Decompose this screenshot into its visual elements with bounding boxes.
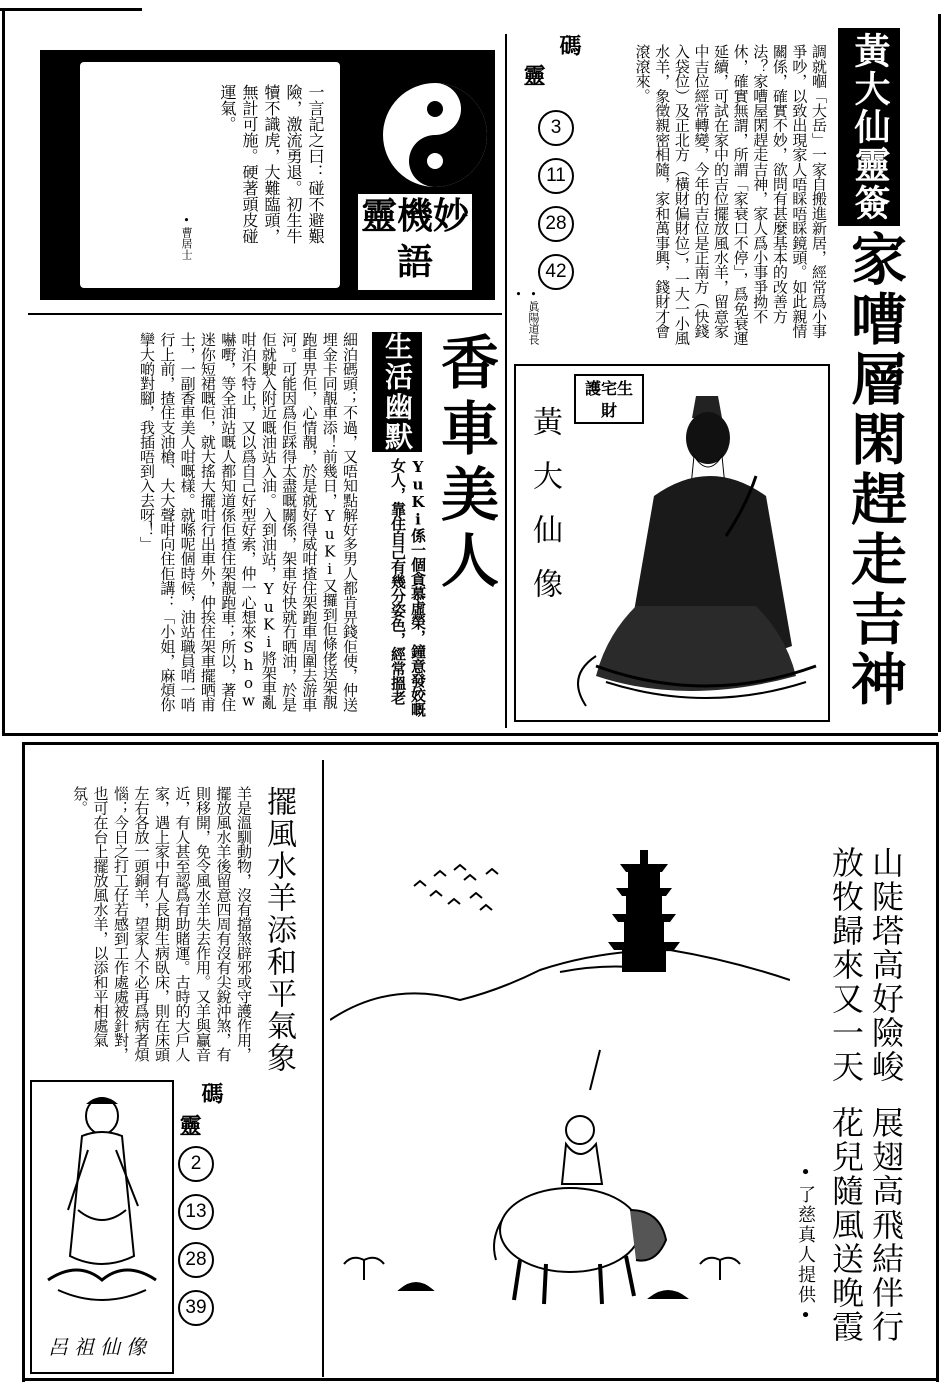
poem-line-4: 花兒隨風送晚霞	[827, 1106, 865, 1344]
birds-icon	[414, 865, 498, 910]
buffalo-herder-icon	[494, 1050, 666, 1304]
motto-badge: 靈機妙語	[358, 194, 472, 290]
landscape-illustration	[330, 840, 790, 1360]
ma-label: 碼	[198, 1082, 224, 1104]
poem-left-column	[826, 1106, 906, 1366]
seal-text: 護宅生財	[584, 379, 633, 420]
oracle-lucky-numbers	[512, 32, 590, 352]
ling-label: 靈	[520, 64, 546, 86]
lucky-number: 13	[178, 1194, 214, 1230]
poem-line-1: 山陡塔高好險峻	[867, 846, 905, 1084]
yin-yang-icon	[380, 80, 490, 190]
top-left-rule	[0, 8, 142, 11]
lower-right-border	[936, 742, 939, 1382]
oracle-title-banner	[838, 28, 900, 226]
poem-line-2: 放牧歸來又一天	[827, 846, 865, 1084]
lucky-number: 39	[178, 1290, 214, 1326]
lucky-number: 42	[538, 254, 574, 290]
lucky-number: 28	[178, 1242, 214, 1278]
fengshui-headline: 擺風水羊添和平氣象	[261, 786, 296, 1074]
motto-panel	[40, 50, 495, 300]
lower-left-border	[22, 742, 25, 1382]
humor-body: 細泊碼頭；不過，又唔知點解好多男人都肯畀錢佢使，仲送埋金卡同靚車添！前幾日，YuKi又攞到佢條佬送架靚跑車畀佢，心情靚，於是就好得威咁揸住架跑車周圍去游車河。可能因爲佢踩得太盡嘅關係，架車好快就冇晒油，於是佢就駛入附近嘅油站入油。入到油站，YuKi將架車亂咁泊不特止，又以爲自己好型好索，仲一心想來Show嚇嘢，等全油站嘅人都知道係佢揸住架靚跑車；所以，著住迷你短裙嘅佢，就大搖大擺咁行出車外，仲挨住架車擺晒甫士，一副香車美人咁嘅樣。就喺呢個時候，油站職員哨一哨行上前，揸住支油槍、大大聲咁向住佢講：「小姐，麻煩你攣大啲對腳，我插唔到入去呀！」	[138, 332, 359, 712]
lu-zu-caption: 呂祖仙像	[48, 1335, 152, 1359]
humor-headline: 香車美人	[431, 332, 499, 596]
portrait-caption: 黃大仙像	[527, 406, 562, 622]
lu-zu-portrait	[30, 1080, 174, 1374]
ling-label: 靈	[176, 1114, 202, 1136]
oracle-title: 黃大仙靈簽	[849, 32, 890, 222]
frame-left-border	[2, 8, 5, 736]
humor-intro: YuKi係一個貪慕虛榮，鐘意發姣嘅女人，靠住自己有幾分姿色，經常搵老	[389, 458, 427, 717]
fengshui-body-upper: 羊是溫馴動物，沒有擋煞辟邪或守護作用，擺放風水羊後留意四周有沒有尖銳沖煞，有則移開，免令風水羊失去作用。又羊與贏音近，有人甚至認爲有助賭運。古時的大戶人家，遇上家中有人長期生病臥床，則在床頭左右各放一頭銅羊，望家人不必再爲病者煩惱；今日之打工仔若感到工作處處被針對，也可在台上擺放風水羊，以添和平相處氣氛。	[71, 786, 253, 1062]
lucky-number: 11	[538, 158, 574, 194]
column-divider-lower	[322, 760, 324, 1377]
motto-signature: •曹居士	[180, 214, 193, 260]
lucky-number: 28	[538, 206, 574, 242]
column-divider-upper	[505, 34, 507, 728]
humor-section-label: 生活幽默	[372, 332, 422, 452]
motto-text: 一言記之曰：碰不避艱險，激流勇退。初生牛犢不識虎，大難臨頭，無計可施。硬著頭皮碰運氣。	[218, 84, 325, 244]
upper-section-bottom-rule	[2, 733, 938, 736]
oracle-credit: •眞陽道長•	[512, 288, 540, 345]
poem-line-3: 展翅高飛結伴行	[867, 1106, 905, 1344]
wong-tai-sin-portrait	[514, 364, 830, 722]
motto-divider	[28, 313, 502, 315]
lucky-number: 3	[538, 110, 574, 146]
fengshui-lucky-numbers	[174, 1080, 234, 1370]
motto-scroll	[80, 62, 340, 288]
immortal-figure-icon	[576, 386, 826, 716]
poem-right-column	[826, 846, 906, 1106]
ma-label: 碼	[556, 34, 582, 56]
oracle-headline: 家嘈層閑趕走吉神	[842, 230, 907, 710]
lucky-number: 2	[178, 1146, 214, 1182]
poem-credit: •了慈真人提供•	[795, 1162, 816, 1328]
lu-zu-figure-icon	[38, 1090, 166, 1310]
mountains-icon	[330, 950, 790, 1020]
oracle-body: 調就嗰「大岳」一家自搬進新居，經常爲小事爭吵，以致出現家人唔睬唔睬鏡頭。如此親情關係，確實不妙，欲問有甚麼基本的改善方法？家嘈屋閑趕走吉神，家人爲小事爭拗不休，確實無謂，所謂「家衰口不停」，爲免衰運延續，可試在家中的吉位擺放風水羊，留意家中吉位經常轉變，今年的吉位是正南方（快錢入袋位）及正北方（橫財偏財位），一大一小風水羊，象徵親密相隨，家和萬事興，錢財才會滾滾來。	[633, 44, 828, 346]
page-bottom-rule	[22, 1378, 938, 1381]
frame-right-border	[938, 14, 941, 732]
lower-section-top-rule	[22, 742, 938, 745]
